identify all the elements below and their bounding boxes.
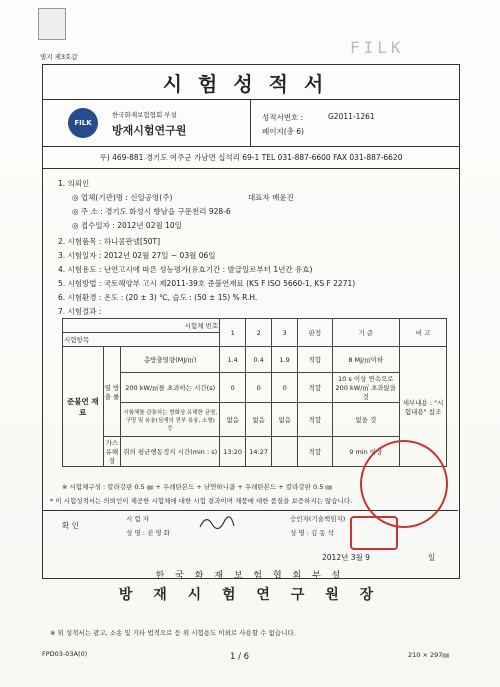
th-2: 2 xyxy=(246,319,272,347)
form-label: 별지 제3호갑 xyxy=(40,53,78,61)
cell: 적합 xyxy=(298,373,332,403)
disclaimer-1: * 이 시험성적서는 의뢰인이 제공한 시험체에 대한 시험 결과이며 제품에 대한 품질을 보증하지는 않습니다. xyxy=(50,497,353,505)
confirm-label: 확 인 xyxy=(62,521,79,530)
th-std: 기 준 xyxy=(332,319,400,347)
item-3: 3. 시험일자 : 2012년 02월 27일 ~ 03월 06일 xyxy=(58,251,216,260)
row-name: 시험체를 관통하는 방화상 유해한 균열, 구멍 및 용융(심재의 전부 용융, 소멸) 등 xyxy=(121,403,220,437)
item-6: 6. 시험환경 : 온도 : (20 ± 3) ℃, 습도 : (50 ± 15) % R.H. xyxy=(58,293,258,302)
note-cell: 세부내용 : "시험내용" 참조 xyxy=(400,347,447,467)
report-no: G2011-1261 xyxy=(328,112,375,121)
cell xyxy=(272,437,298,467)
item-7: 7. 시험결과 : xyxy=(58,307,102,316)
disclaimer-2: ※ 위 성적서는 광고, 소송 및 기타 법적으로 등 위 시험용도 이외로 사용할 수 없습니다. xyxy=(50,629,296,637)
client-company: ◎ 업체(기관)명 : 신일공영(주) xyxy=(72,193,173,202)
cell: 9 min 이상 xyxy=(332,437,400,467)
cell: 없음 xyxy=(246,403,272,437)
approval-stamp xyxy=(350,516,398,550)
cell: 0 xyxy=(272,373,298,403)
address-text: 우) 469-881 경기도 여주군 가남면 십석리 69-1 TEL 031-887-6600 FAX 031-887-6620 xyxy=(99,152,403,162)
punched-watermark: FILK xyxy=(350,38,405,57)
th-item: 시험항목 xyxy=(63,333,220,347)
th-test-no: 시험체 번호 xyxy=(63,319,220,333)
address-bar xyxy=(42,146,460,169)
heat-release-cell: 열 방 출 률 xyxy=(103,347,121,437)
cell: 1.4 xyxy=(220,347,246,373)
category-cell: 준불연 재 료 xyxy=(63,347,104,467)
cell: 없음 xyxy=(220,403,246,437)
client-section: 1. 의뢰인 xyxy=(58,179,90,188)
cell: 없음 xyxy=(272,403,298,437)
th-note: 비 고 xyxy=(400,319,447,347)
cell: 없을 것 xyxy=(332,403,400,437)
footer-form-code: FPD03-03A(0) xyxy=(42,650,88,658)
tester-name: 성 명 : 진 영 화 xyxy=(126,529,170,537)
header-divider xyxy=(250,100,251,146)
cell: 13:20 xyxy=(220,437,246,467)
cell: 8 MJ/㎡이하 xyxy=(332,347,400,373)
report-no-label: 성적서번호 : xyxy=(262,113,304,122)
cell: 0 xyxy=(220,373,246,403)
client-rep: 대표자 배윤진 xyxy=(248,193,294,202)
cell: 14:27 xyxy=(246,437,272,467)
page-number: 1 / 6 xyxy=(230,652,250,662)
table-footnote: ※ 시험체구성 : 칼라강판 0.5 ㎜ + 우레탄본드 + 난연하니콤 + 우레탄본드 + 칼라강판 0.5 ㎜ xyxy=(62,483,332,491)
item-2: 2. 시험품목 : 하니콤판넬[50T] xyxy=(58,237,161,246)
gas-toxicity-cell: 가스 유해성 xyxy=(103,437,121,467)
cell: 적합 xyxy=(298,437,332,467)
org-name: 방재시험연구원 xyxy=(112,124,187,137)
header-box xyxy=(42,98,460,147)
page-title: 시험성적서 xyxy=(162,71,340,96)
signature-image xyxy=(198,512,238,534)
client-date: ◎ 접수일자 : 2012년 02월 10일 xyxy=(72,221,182,230)
cell: 0 xyxy=(246,373,272,403)
footer-org-name: 방 재 시 험 연 구 원 장 xyxy=(118,587,382,603)
row-name: 총방출열량(MJ/㎡) xyxy=(121,347,220,373)
cell: 10 s 이상 연속으로 200 kW/㎡ 초과않을 것 xyxy=(332,373,400,403)
row-name: 쥐의 평균행동정지 시간(min : s) xyxy=(121,437,220,467)
issue-date: 2012년 3월 9 xyxy=(322,553,370,562)
cell: 적합 xyxy=(298,347,332,373)
th-judge: 판정 xyxy=(298,319,332,347)
page-count: 페이지(총 6) xyxy=(262,127,304,136)
footer-affiliation: 한 국 화 재 보 험 협 회 부 설 xyxy=(155,571,345,581)
paper-size: 210 × 297㎜ xyxy=(408,651,449,659)
cell: 0.4 xyxy=(246,347,272,373)
item-5: 5. 시험방법 : 국토해양부 고시 제2011-39호 준불연재료 (KS F ISO 5660-1, KS F 2271) xyxy=(58,279,356,288)
approver-role: 승인자(기술책임자) xyxy=(290,515,346,523)
item-4: 4. 시험용도 : 난연고시에 따른 성능평가(유효기간 : 발급일로부터 1년간 유효) xyxy=(58,265,313,274)
row-name: 200 kW/㎡를 초과하는 시간(s) xyxy=(121,373,220,403)
th-3: 3 xyxy=(272,319,298,347)
th-1: 1 xyxy=(220,319,246,347)
org-affiliation: 한국화재보험협회 부설 xyxy=(112,111,177,119)
issue-date-day: 일 xyxy=(428,553,436,562)
title-box xyxy=(42,64,460,100)
cell: 1.9 xyxy=(272,347,298,373)
tester-role: 시 험 자 xyxy=(126,515,149,523)
corner-stamp xyxy=(38,8,66,40)
cell: 적합 xyxy=(298,403,332,437)
approver-name: 성 명 : 김 동 석 xyxy=(290,529,334,537)
filk-logo: FILK xyxy=(68,108,98,138)
client-address: ◎ 주 소 : 경기도 화성시 향남읍 구문천리 928-6 xyxy=(72,207,231,216)
